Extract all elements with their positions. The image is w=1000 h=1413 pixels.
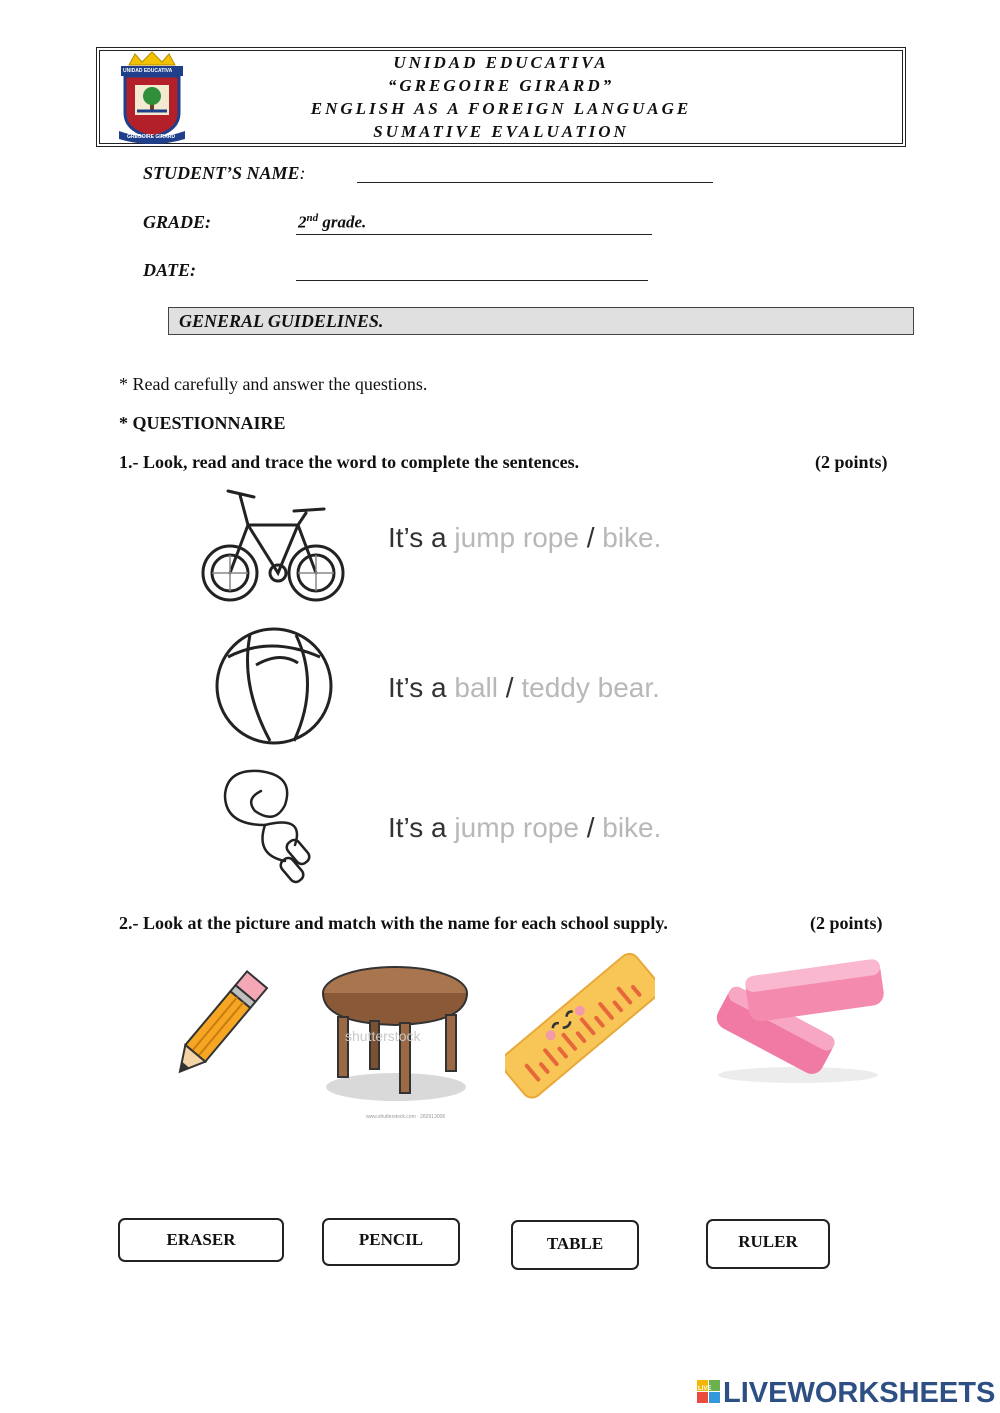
- q1-points: (2 points): [815, 452, 888, 472]
- header-evaluation-type: SUMATIVE EVALUATION: [373, 122, 629, 141]
- bike-icon: [198, 485, 348, 607]
- word-box-eraser[interactable]: ERASER: [118, 1218, 284, 1262]
- liveworksheets-badge-icon: LIVE: [697, 1380, 721, 1404]
- liveworksheets-logo: LIVE LIVEWORKSHEETS: [698, 1377, 996, 1409]
- logo-bottom-text: GREGOIRE GIRARD: [127, 134, 176, 140]
- q1-option-a[interactable]: jump rope: [454, 522, 579, 553]
- grade-value: 2nd grade.: [298, 212, 367, 232]
- pencil-icon: [165, 965, 275, 1090]
- q1-sentence-3: It’s a jump rope / bike.: [388, 812, 662, 843]
- instruction-text: * Read carefully and answer the questions.: [119, 374, 428, 394]
- student-name-label: STUDENT’S NAME:: [143, 163, 306, 183]
- q1-option-a[interactable]: jump rope: [454, 812, 579, 843]
- jump-rope-icon: [215, 765, 333, 887]
- q1-sentence-1: It’s a jump rope / bike.: [388, 522, 662, 553]
- q2-title: 2.- Look at the picture and match with the name for each school supply.: [119, 913, 668, 933]
- header-box: [96, 47, 906, 147]
- word-box-ruler[interactable]: RULER: [706, 1219, 830, 1269]
- header-school-label: UNIDAD EDUCATIVA: [393, 53, 609, 72]
- grade-field[interactable]: [296, 234, 652, 235]
- questionnaire-heading: * QUESTIONNAIRE: [119, 413, 286, 433]
- eraser-icon: [698, 955, 888, 1090]
- word-box-pencil[interactable]: PENCIL: [322, 1218, 460, 1266]
- logo-top-text: UNIDAD EDUCATIVA: [123, 68, 173, 74]
- word-box-table[interactable]: TABLE: [511, 1220, 639, 1270]
- q2-points: (2 points): [810, 913, 883, 933]
- image-watermark: shutterstock: [345, 1028, 421, 1044]
- q1-option-b[interactable]: bike.: [602, 812, 662, 843]
- q1-option-b[interactable]: bike.: [602, 522, 662, 553]
- ball-icon: [210, 625, 338, 747]
- guidelines-box: [168, 307, 914, 335]
- q1-sentence-2: It’s a ball / teddy bear.: [388, 672, 660, 703]
- q1-option-b[interactable]: teddy bear.: [521, 672, 660, 703]
- student-name-field[interactable]: [357, 182, 713, 183]
- q1-title: 1.- Look, read and trace the word to complete the sentences.: [119, 452, 580, 472]
- image-caption: www.shutterstock.com · 282913006: [366, 1114, 446, 1120]
- header-subject: ENGLISH AS A FOREIGN LANGUAGE: [310, 99, 692, 118]
- q1-option-a[interactable]: ball: [454, 672, 498, 703]
- header-school-name: “GREGOIRE GIRARD”: [387, 76, 615, 95]
- date-field[interactable]: [296, 280, 648, 281]
- grade-label: GRADE:: [143, 212, 212, 232]
- ruler-icon: [505, 950, 655, 1100]
- guidelines-title: GENERAL GUIDELINES.: [179, 311, 384, 331]
- date-label: DATE:: [143, 260, 197, 280]
